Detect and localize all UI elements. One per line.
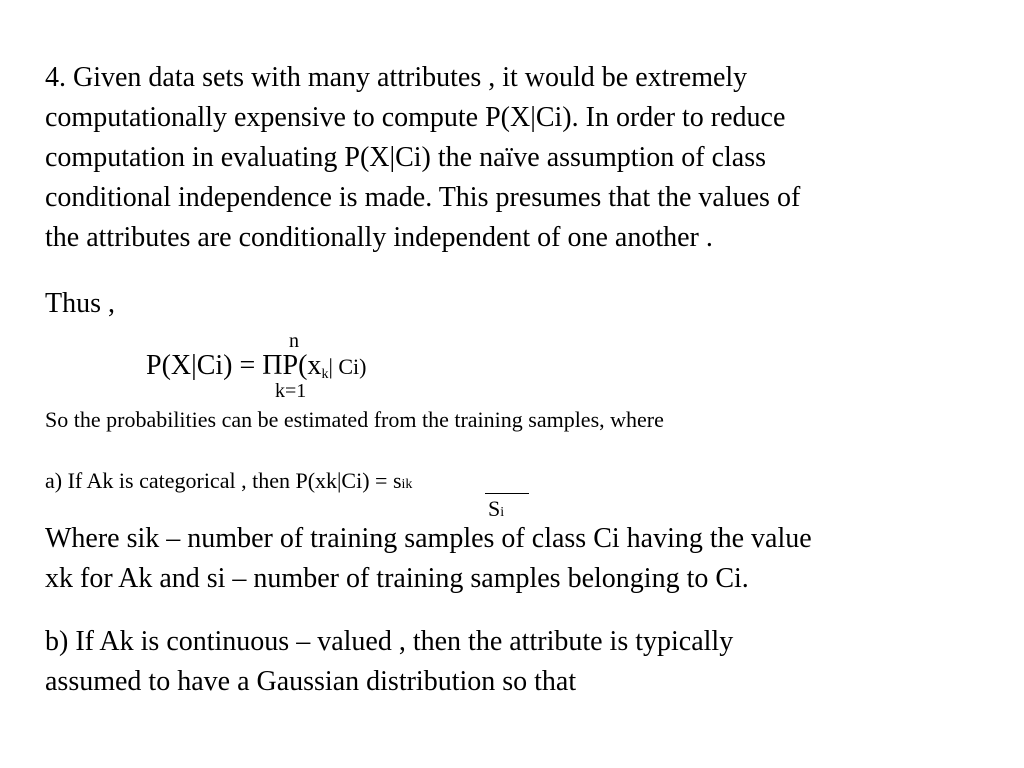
intro-line-3: computation in evaluating P(X|Ci) the naïve assumption of class — [45, 142, 767, 173]
intro-line-1: 4. Given data sets with many attributes , it would be extremely — [45, 62, 748, 93]
formula-lhs: P(X|Ci) = — [146, 350, 263, 381]
case-b-line-2: assumed to have a Gaussian distribution so that — [45, 666, 577, 697]
case-b-line-1: b) If Ak is continuous – valued , then the attribute is typically — [45, 626, 734, 657]
case-a-text — [45, 466, 412, 496]
fraction-denominator-sub: i — [500, 505, 505, 520]
fraction-numerator-sub: ik — [401, 477, 413, 492]
case-a-statement: a) If Ak is categorical , then P(xk|Ci) = — [45, 468, 393, 493]
intro-line-5: the attributes are conditionally independent of one another . — [45, 222, 713, 253]
product-lower-limit: k=1 — [275, 380, 307, 402]
intro-line-2: computationally expensive to compute P(X|Ci). In order to reduce — [45, 102, 786, 133]
formula-condition: | Ci) — [328, 354, 367, 379]
formula-main — [146, 348, 366, 385]
where-line-2: xk for Ak and si – number of training samples belonging to Ci. — [45, 563, 749, 594]
intro-paragraph — [45, 58, 1005, 258]
product-symbol: Π — [262, 350, 283, 381]
estimate-sentence: So the probabilities can be estimated from the training samples, where — [45, 407, 664, 432]
fraction-numerator-s: s — [392, 468, 402, 493]
where-line-1: Where sik – number of training samples of class Ci having the value — [45, 523, 812, 554]
fraction-denominator-s: S — [488, 496, 501, 521]
intro-line-4: conditional independence is made. This presumes that the values of — [45, 182, 801, 213]
formula-p-open: P(x — [282, 350, 322, 381]
case-b-paragraph — [45, 622, 1005, 702]
formula-subscript-k: k — [321, 367, 329, 382]
where-paragraph — [45, 519, 1005, 599]
product-upper-limit: n — [289, 330, 299, 352]
thus-label: Thus , — [45, 288, 115, 319]
